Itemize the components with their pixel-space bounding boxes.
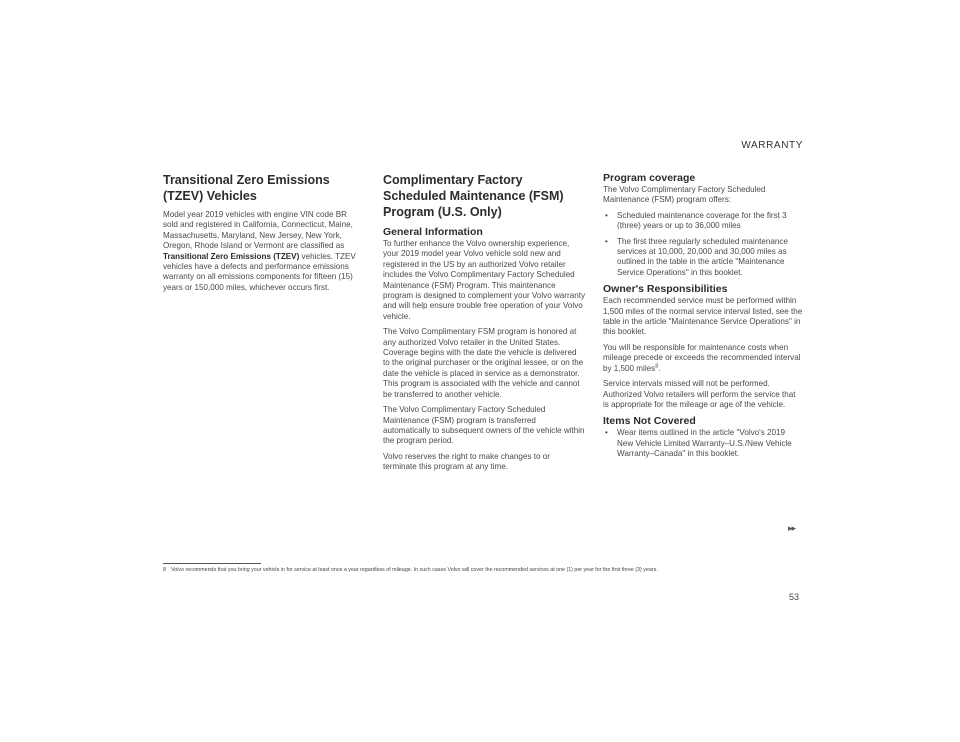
tzev-text-pre: Model year 2019 vehicles with engine VIN code BR sold and registered in California, Connecticut, Maine, Massachusetts, Maryland, New Jersey, New York, Oregon, Rhode Island or Vermont are classified as: [163, 210, 353, 251]
not-covered-list: [603, 428, 803, 459]
fsm-paragraph: The Volvo Complimentary FSM program is honored at any authorized Volvo retailer in the United States. Coverage begins with the date the vehicle is delivered to the original purchaser or the original lessee, or on the date the vehicle is placed in service as a demonstrator. This program is associated with the vehicle and cannot be transferred to another vehicle.: [383, 327, 584, 399]
column-tzev: [163, 172, 363, 298]
responsibilities-text: You will be responsible for maintenance costs when mileage precede or exceeds the recommended interval by 1,500 miles: [603, 342, 801, 373]
responsibilities-paragraph: [603, 343, 803, 374]
tzev-bold-term: Transitional Zero Emissions (TZEV): [163, 251, 300, 261]
column-fsm: [383, 172, 585, 478]
fsm-paragraph: Volvo reserves the right to make changes to or terminate this program at any time.: [383, 451, 550, 472]
footnote-number: 8: [163, 567, 167, 573]
page-number: 53: [789, 592, 800, 602]
tzev-text-post: vehicles. TZEV vehicles have a defects and performance emissions warranty on all emissions components for fifteen (15) years or 150,000 miles, whichever occurs first.: [163, 251, 356, 292]
responsibilities-paragraph: Each recommended service must be performed within 1,500 miles of the normal service interval listed, see the table in the article "Maintenance Service Operations" in this booklet.: [603, 296, 803, 337]
general-info-heading: General Information: [383, 226, 483, 238]
column-coverage: [603, 172, 803, 465]
list-item: • Wear items outlined in the article "Volvo's 2019 New Vehicle Limited Warranty–U.S./New Vehicle Warranty–Canada" in this booklet.: [603, 428, 803, 459]
coverage-list: [603, 211, 803, 278]
fsm-paragraph: To further enhance the Volvo ownership experience, your 2019 model year Volvo vehicle sold new and registered in the US by an authorized Volvo retailer includes the Volvo Complimentary Factory Scheduled Maintenance (FSM) Program. This maintenance program is designed to complement your Volvo warranty and will help ensure trouble free operation of your Volvo vehicle.: [383, 239, 585, 321]
responsibilities-period: .: [658, 363, 661, 373]
list-item: • The first three regularly scheduled maintenance services at 10,000, 20,000 and 30,000 miles as outlined in the table in the article "Maintenance Service Operations" in this booklet.: [603, 237, 803, 279]
footnote: [163, 566, 823, 574]
owners-responsibilities-heading: Owner's Responsibilities: [603, 283, 728, 296]
program-coverage-heading: Program coverage: [603, 172, 696, 184]
list-item: • Scheduled maintenance coverage for the first 3 (three) years or up to 36,000 miles: [603, 211, 803, 232]
fsm-heading: Complimentary Factory Scheduled Maintenance (FSM) Program (U.S. Only): [383, 173, 564, 219]
tzev-heading: Transitional Zero Emissions (TZEV) Vehicles: [163, 173, 330, 203]
coverage-intro: The Volvo Complimentary Factory Scheduled Maintenance (FSM) program offers:: [603, 185, 766, 205]
responsibilities-paragraph: Service intervals missed will not be performed. Authorized Volvo retailers will perform the service that is appropriate for the mileage or age of the vehicle.: [603, 379, 796, 409]
section-header: WARRANTY: [741, 140, 803, 151]
footnote-reference[interactable]: 8: [655, 363, 659, 369]
footnote-text: Volvo recommends that you bring your vehicle in for service at least once a year regardless of mileage. In such cases Volvo will cover the recommended services at one (1) per year for the first three (3) years.: [171, 567, 658, 573]
tzev-paragraph: [163, 210, 363, 293]
items-not-covered-heading: Items Not Covered: [603, 415, 696, 428]
footnote-divider: [163, 563, 261, 564]
fsm-paragraph: The Volvo Complimentary Factory Scheduled Maintenance (FSM) program is transferred automatically to subsequent owners of the vehicle within the program period.: [383, 405, 585, 446]
continue-arrows-icon: ▸▸: [788, 523, 796, 533]
